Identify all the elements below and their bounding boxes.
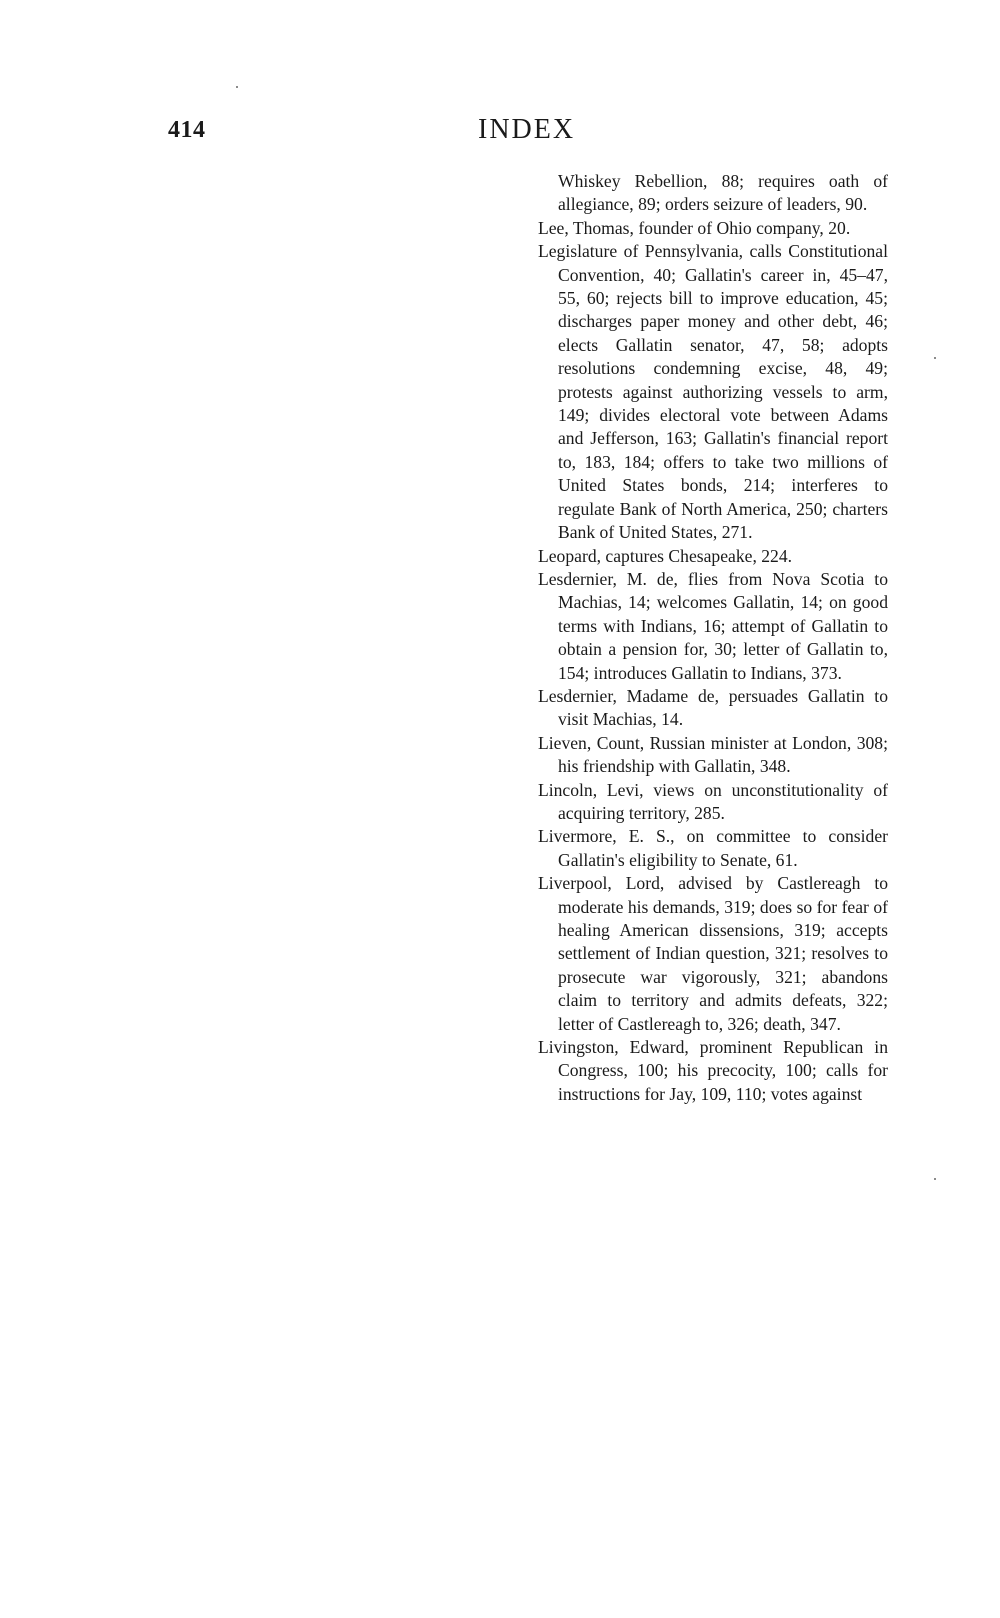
index-entries xyxy=(538,170,888,1106)
scan-speck xyxy=(934,357,936,359)
page-number: 414 xyxy=(168,117,206,143)
index-entry: Lincoln, Levi, views on unconstitutionality of acquiring territory, 285. xyxy=(538,779,888,823)
index-entry: Liverpool, Lord, advised by Castlereagh to moderate his demands, 319; does so for fear of healing American dissensions, 319; accepts settlement of Indian question, 321; resolves to prosecute war vigorously, 321; abandons claim to territory and admits defeats, 322; letter of Castlereagh to, 326; death, 347. xyxy=(538,873,888,1034)
index-entry: Lesdernier, Madame de, persuades Gallatin to visit Machias, 14. xyxy=(538,685,888,730)
index-entry: Livingston, Edward, prominent Republican in Congress, 100; his precocity, 100; calls for instructions for Jay, 109, 110; votes against xyxy=(538,1037,888,1104)
index-entry: Lee, Thomas, founder of Ohio company, 20. xyxy=(538,217,851,238)
scan-speck xyxy=(236,86,238,88)
index-entry: Lieven, Count, Russian minister at London, 308; his friendship with Gallatin, 348. xyxy=(538,732,888,777)
index-entry: Leopard, captures Chesapeake, 224. xyxy=(538,545,793,566)
index-entry: Whiskey Rebellion, 88; requires oath of allegiance, 89; orders seizure of leaders, 90. xyxy=(558,171,888,215)
index-entry: Lesdernier, M. de, flies from Nova Scotia to Machias, 14; welcomes Gallatin, 14; on good terms with Indians, 16; attempt of Gallatin to obtain a pension for, 30; letter of Gallatin to, 154; introduces Gallatin to Indians, 373. xyxy=(538,568,888,683)
index-entry: Legislature of Pennsylvania, calls Constitutional Convention, 40; Gallatin's career in, 45–47, 55, 60; rejects bill to improve education, 45; discharges paper money and other debt, 46; elects Gallatin senator, 47, 58; adopts resolutions condemning excise, 48, 49; protests against authorizing vessels to arm, 149; divides electoral vote between Adams and Jefferson, 163; Gallatin's financial report to, 183, 184; offers to take two millions of United States bonds, 214; interferes to regulate Bank of North America, 250; charters Bank of United States, 271. xyxy=(538,241,888,543)
running-head-title: INDEX xyxy=(478,114,576,145)
index-entry: Livermore, E. S., on committee to consider Gallatin's eligibility to Senate, 61. xyxy=(538,826,888,870)
scan-speck xyxy=(934,1178,936,1180)
